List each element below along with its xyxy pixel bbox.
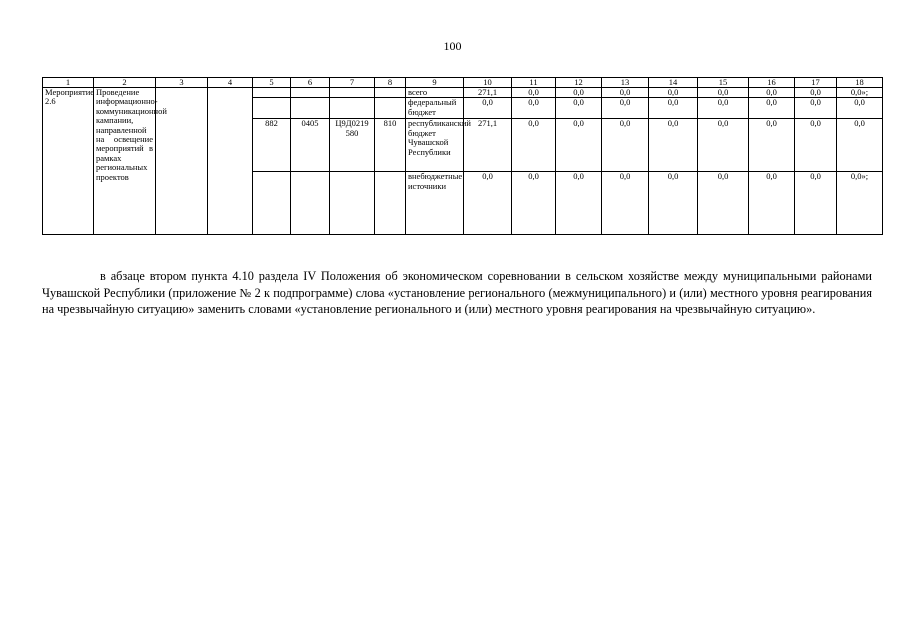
- funding-source-cell: федеральный бюджет: [406, 98, 464, 119]
- value-cell: 271,1: [464, 88, 512, 98]
- cell-5: 882: [253, 119, 291, 172]
- table-header-cell: 2: [94, 78, 156, 88]
- value-cell: 0,0: [464, 98, 512, 119]
- event-code-cell: Мероприятие 2.6: [43, 88, 94, 235]
- cell-6: [291, 172, 330, 235]
- value-cell: 0,0: [649, 88, 698, 98]
- table-header-cell: 10: [464, 78, 512, 88]
- cell-7: [330, 98, 375, 119]
- value-cell: 0,0: [698, 172, 749, 235]
- value-cell: 0,0: [795, 119, 837, 172]
- table-header-cell: 12: [556, 78, 602, 88]
- cell-7: Ц9Д0219 580: [330, 119, 375, 172]
- cell-8: [375, 172, 406, 235]
- value-cell: 0,0: [556, 98, 602, 119]
- value-cell: 0,0: [602, 119, 649, 172]
- value-cell: 271,1: [464, 119, 512, 172]
- cell-8: [375, 98, 406, 119]
- cell-6: [291, 88, 330, 98]
- table-header-cell: 14: [649, 78, 698, 88]
- value-cell: 0,0: [556, 88, 602, 98]
- value-cell: 0,0: [795, 172, 837, 235]
- cell-5: [253, 98, 291, 119]
- cell-8: 810: [375, 119, 406, 172]
- table-header-cell: 11: [512, 78, 556, 88]
- table-header-cell: 1: [43, 78, 94, 88]
- funding-source-cell: внебюджетные источники: [406, 172, 464, 235]
- value-cell: 0,0: [749, 98, 795, 119]
- cell-6: [291, 98, 330, 119]
- value-cell: 0,0: [837, 98, 883, 119]
- value-cell: 0,0: [512, 172, 556, 235]
- funding-source-cell: республиканский бюджет Чувашской Республики: [406, 119, 464, 172]
- value-cell: 0,0»;: [837, 172, 883, 235]
- table-header-cell: 16: [749, 78, 795, 88]
- table-header-cell: 18: [837, 78, 883, 88]
- table-header-cell: 17: [795, 78, 837, 88]
- value-cell: 0,0: [837, 119, 883, 172]
- value-cell: 0,0: [749, 119, 795, 172]
- cell-5: [253, 172, 291, 235]
- empty-cell-4: [208, 88, 253, 235]
- page-number: 100: [443, 39, 462, 53]
- value-cell: 0,0»;: [837, 88, 883, 98]
- value-cell: 0,0: [795, 98, 837, 119]
- cell-7: [330, 88, 375, 98]
- funding-source-cell: всего: [406, 88, 464, 98]
- table-header-cell: 4: [208, 78, 253, 88]
- table-header-cell: 15: [698, 78, 749, 88]
- table-header-cell: 6: [291, 78, 330, 88]
- table-header-cell: 7: [330, 78, 375, 88]
- value-cell: 0,0: [649, 98, 698, 119]
- table-header-row: [43, 78, 883, 88]
- value-cell: 0,0: [749, 172, 795, 235]
- value-cell: 0,0: [512, 119, 556, 172]
- table-header-cell: 13: [602, 78, 649, 88]
- table-header-cell: 3: [156, 78, 208, 88]
- cell-6: 0405: [291, 119, 330, 172]
- value-cell: 0,0: [512, 98, 556, 119]
- value-cell: 0,0: [556, 119, 602, 172]
- table-row: [43, 88, 883, 98]
- cell-8: [375, 88, 406, 98]
- value-cell: 0,0: [602, 172, 649, 235]
- value-cell: 0,0: [512, 88, 556, 98]
- value-cell: 0,0: [698, 119, 749, 172]
- value-cell: 0,0: [649, 119, 698, 172]
- value-cell: 0,0: [698, 88, 749, 98]
- value-cell: 0,0: [649, 172, 698, 235]
- amendment-paragraph: в абзаце втором пункта 4.10 раздела IV Положения об экономическом соревновании в сельском хозяйстве между муниципальными районами Чувашской Республики (приложение № 2 к подпрограмме) слова «установление регионального (межмуниципального) и (или) местного уровня реагирования на чрезвычайную ситуацию» заменить словами «установление регионального и (или) местного уровня реагирования на чрезвычайную ситуацию».: [42, 269, 872, 317]
- value-cell: 0,0: [602, 98, 649, 119]
- table-header-cell: 9: [406, 78, 464, 88]
- cell-7: [330, 172, 375, 235]
- cell-5: [253, 88, 291, 98]
- value-cell: 0,0: [698, 98, 749, 119]
- value-cell: 0,0: [795, 88, 837, 98]
- value-cell: 0,0: [464, 172, 512, 235]
- value-cell: 0,0: [602, 88, 649, 98]
- event-name-cell: Проведение информационно-коммуникационной кампании, направленной на освещение мероприятий в рамках региональных проектов: [94, 88, 156, 235]
- value-cell: 0,0: [556, 172, 602, 235]
- table-header-cell: 5: [253, 78, 291, 88]
- value-cell: 0,0: [749, 88, 795, 98]
- table-header-cell: 8: [375, 78, 406, 88]
- budget-table: [42, 77, 883, 235]
